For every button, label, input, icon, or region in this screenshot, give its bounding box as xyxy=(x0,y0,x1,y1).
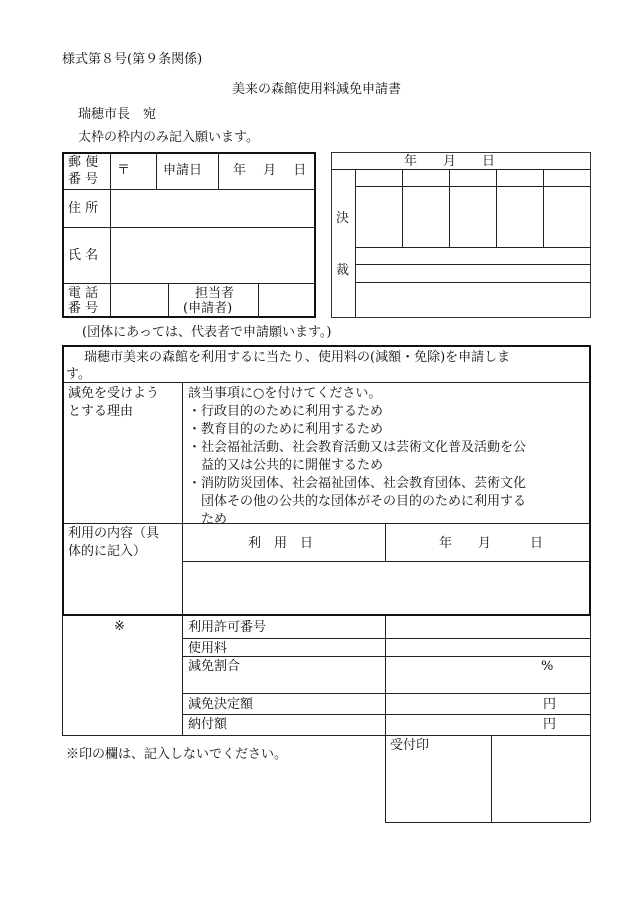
address-label: 住 所 xyxy=(68,201,99,216)
postal-label: 郵 便 xyxy=(68,155,99,170)
usage-date-field[interactable]: 年 月 日 xyxy=(439,536,544,551)
receipt-stamp-label: 受付印 xyxy=(390,738,430,753)
apply-date-field[interactable]: 年 月 日 xyxy=(233,163,307,178)
name-field[interactable] xyxy=(113,230,313,281)
addressee: 瑞穂市長 宛 xyxy=(78,107,157,122)
form-title: 美来の森館使用料減免申請書 xyxy=(232,82,402,97)
postal-code-field[interactable] xyxy=(134,156,154,186)
usage-detail-field[interactable] xyxy=(186,564,586,612)
decision-label-2: 裁 xyxy=(336,263,350,278)
yen-unit: 円 xyxy=(543,717,557,732)
reason-option[interactable]: ・行政目的のために利用するため xyxy=(188,404,384,419)
office-use-mark: ※ xyxy=(114,619,125,634)
phone-label-2: 番 号 xyxy=(68,301,99,316)
postal-mark: 〒 xyxy=(117,163,131,178)
name-label: 氏 名 xyxy=(68,248,99,263)
percent-unit: % xyxy=(541,659,554,674)
fee-label: 使用料 xyxy=(188,641,228,656)
reason-option-cont: 団体その他の公共的な団体がその目的のために利用する xyxy=(188,494,527,509)
reason-instruction: 該当事項に○を付けてください。 xyxy=(188,386,382,401)
representative-note: (団体にあっては、代表者で申請願います。) xyxy=(82,325,332,340)
permit-number-label: 利用許可番号 xyxy=(188,620,267,635)
decision-date: 年 月 日 xyxy=(404,154,496,169)
staff-label: 担当者 xyxy=(195,286,235,301)
phone-field[interactable] xyxy=(113,286,166,316)
reason-option-cont: 益的又は公共的に開催するため xyxy=(188,458,384,473)
reason-option[interactable]: ・教育目的のために利用するため xyxy=(188,422,384,437)
decision-box xyxy=(331,152,591,318)
fill-instruction: 太枠の枠内のみ記入願います。 xyxy=(78,130,259,145)
form-number: 様式第８号(第９条関係) xyxy=(62,52,203,67)
address-field[interactable] xyxy=(113,192,313,225)
staff-label-2: (申請者) xyxy=(183,301,233,316)
usage-day-label: 利 用 日 xyxy=(248,536,314,551)
usage-label-2: 体的に記入） xyxy=(68,544,147,559)
yen-unit: 円 xyxy=(543,697,557,712)
reason-label: 減免を受けよう xyxy=(68,386,160,401)
reason-option-cont: ため xyxy=(188,512,228,527)
apply-date-label: 申請日 xyxy=(163,163,203,178)
postal-label-2: 番 号 xyxy=(68,172,99,187)
phone-label: 電 話 xyxy=(68,286,99,301)
intro-text-2: す。 xyxy=(66,367,91,382)
decision-label: 決 xyxy=(336,211,350,226)
usage-label: 利用の内容（具 xyxy=(68,526,160,541)
intro-text: 瑞穂市美来の森館を利用するに当たり、使用料の(減額・免除)を申請しま xyxy=(84,350,511,365)
office-footnote: ※印の欄は、記入しないでください。 xyxy=(66,747,288,762)
reason-label-2: とする理由 xyxy=(68,404,134,419)
staff-field[interactable] xyxy=(261,286,313,316)
reason-option[interactable]: ・消防防災団体、社会福祉団体、社会教育団体、芸術文化 xyxy=(188,476,527,491)
reduction-rate-label: 減免割合 xyxy=(188,659,241,674)
paid-amount-label: 納付額 xyxy=(188,717,228,732)
reason-option[interactable]: ・社会福祉活動、社会教育活動又は芸術文化普及活動を公 xyxy=(188,440,527,455)
reduction-amount-label: 減免決定額 xyxy=(188,697,254,712)
